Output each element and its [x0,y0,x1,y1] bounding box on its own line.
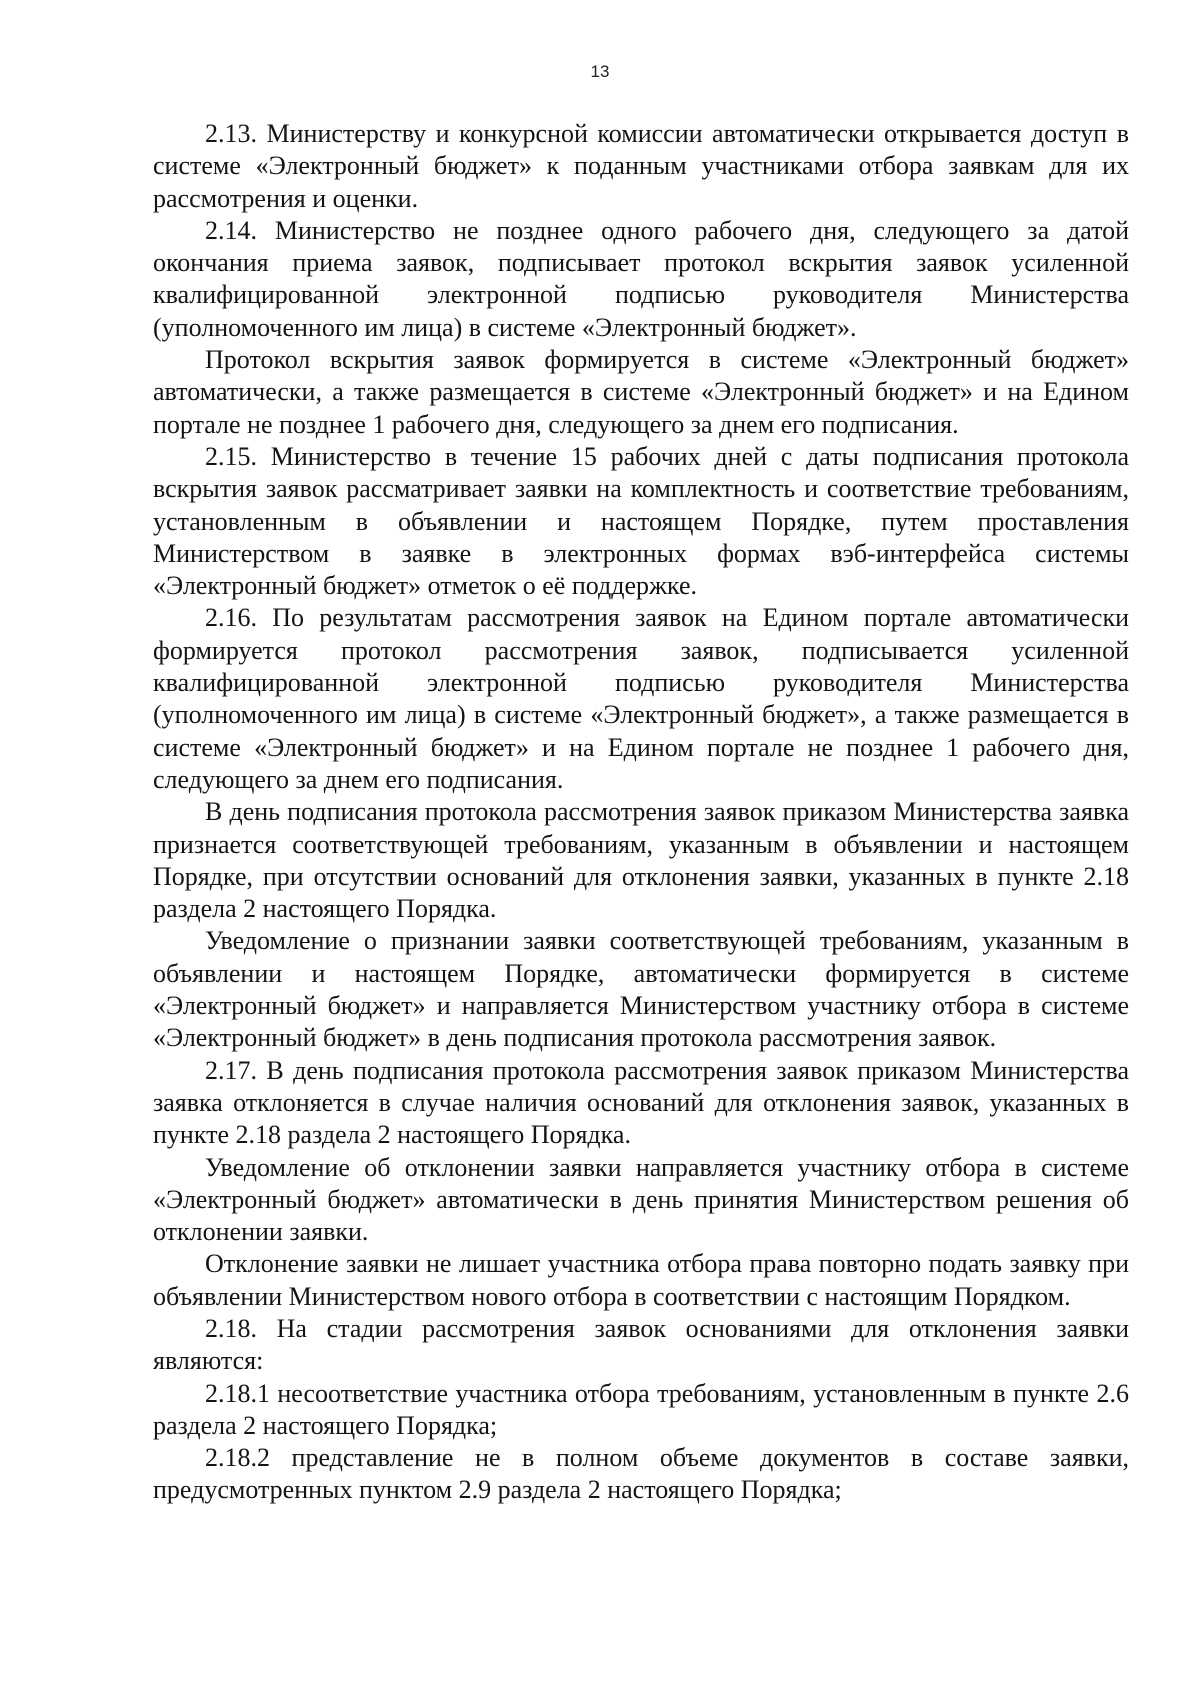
paragraph-resubmission: Отклонение заявки не лишает участника отбора права повторно подать заявку при объявлении Министерством нового отбора в соответствии с настоящим Порядком. [153,1249,1129,1311]
paragraph-opening-protocol: Протокол вскрытия заявок формируется в системе «Электронный бюджет» автоматически, а также размещается в системе «Электронный бюджет» и на Едином портале не позднее 1 рабочего дня, следующего за днем его подписания. [153,345,1129,439]
document-body [153,118,1129,1507]
paragraph-rejection-notice: Уведомление об отклонении заявки направляется участнику отбора в системе «Электронный бюджет» автоматически в день принятия Министерством решения об отклонении заявки. [153,1152,1129,1247]
paragraph-2-18-1: 2.18.1 несоответствие участника отбора требованиям, установленным в пункте 2.6 раздела 2 настоящего Порядка; [153,1378,1129,1440]
paragraph-2-15: 2.15. Министерство в течение 15 рабочих дней с даты подписания протокола вскрытия заявок рассматривает заявки на комплектность и соответствие требованиям, установленным в объявлении и настоящем Порядке, путем проставления Министерством в заявке в электронных формах вэб-интерфейса системы «Электронный бюджет» отметок о её поддержке. [153,441,1129,601]
paragraph-acceptance: В день подписания протокола рассмотрения заявок приказом Министерства заявка признается соответствующей требованиям, указанным в объявлении и настоящем Порядке, при отсутствии оснований для отклонения заявки, указанных в пункте 2.18 раздела 2 настоящего Порядка. [153,797,1129,924]
paragraph-2-18-2: 2.18.2 представление не в полном объеме документов в составе заявки, предусмотренных пунктом 2.9 раздела 2 настоящего Порядка; [153,1443,1129,1505]
page-number: 13 [590,62,610,81]
paragraph-2-17: 2.17. В день подписания протокола рассмотрения заявок приказом Министерства заявка отклоняется в случае наличия оснований для отклонения заявок, указанных в пункте 2.18 раздела 2 настоящего Порядка. [153,1055,1129,1150]
paragraph-2-14: 2.14. Министерство не позднее одного рабочего дня, следующего за датой окончания приема заявок, подписывает протокол вскрытия заявок усиленной квалифицированной электронной подписью руководителя Министерства (уполномоченного им лица) в системе «Электронный бюджет». [153,215,1129,342]
paragraph-2-13: 2.13. Министерству и конкурсной комиссии автоматически открывается доступ в системе «Электронный бюджет» к поданным участниками отбора заявкам для их рассмотрения и оценки. [153,119,1129,213]
paragraph-acceptance-notice: Уведомление о признании заявки соответствующей требованиям, указанным в объявлении и настоящем Порядке, автоматически формируется в системе «Электронный бюджет» и направляется Министерством участнику отбора в системе «Электронный бюджет» в день подписания протокола рассмотрения заявок. [153,926,1129,1053]
paragraph-2-16: 2.16. По результатам рассмотрения заявок на Едином портале автоматически формируется протокол рассмотрения заявок, подписывается усиленной квалифицированной электронной подписью руководителя Министерства (уполномоченного им лица) в системе «Электронный бюджет», а также размещается в системе «Электронный бюджет» и на Едином портале не позднее 1 рабочего дня, следующего за днем его подписания. [153,603,1129,794]
paragraph-2-18: 2.18. На стадии рассмотрения заявок основаниями для отклонения заявки являются: [153,1313,1129,1376]
